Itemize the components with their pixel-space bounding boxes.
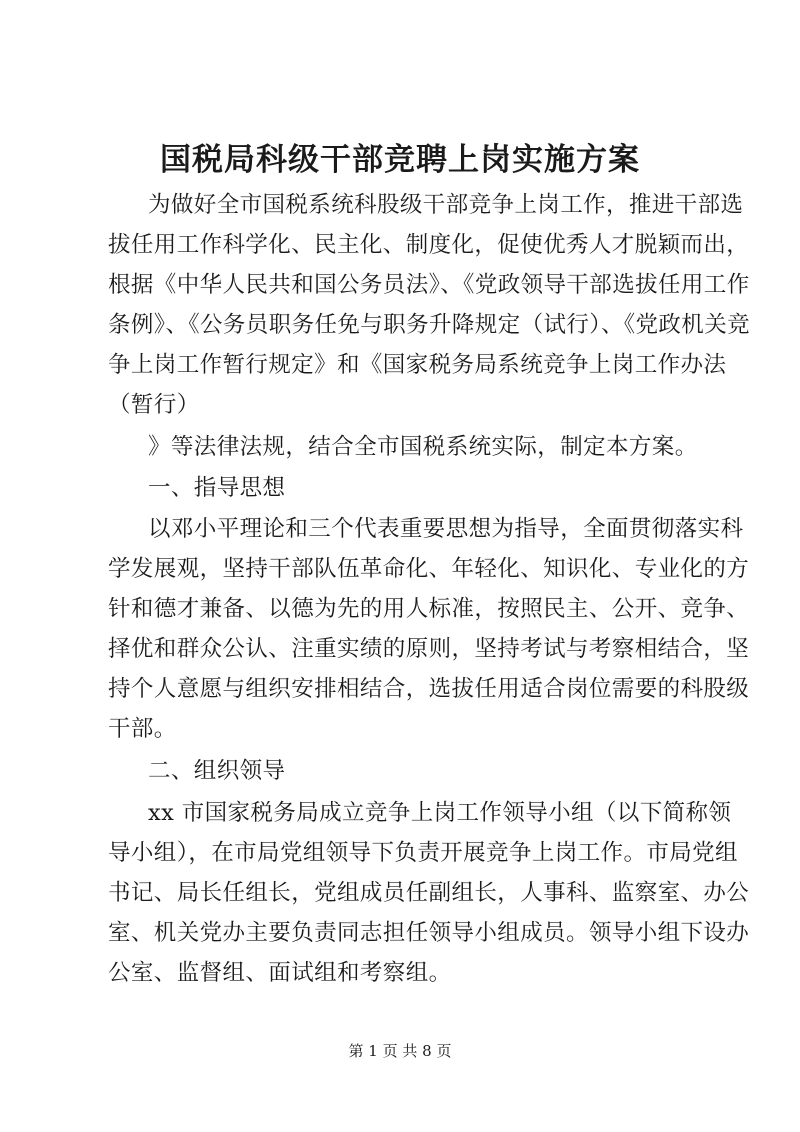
paragraph-line: 为做好全市国税系统科股级干部竞争上岗工作，推进干部选: [148, 192, 744, 218]
paragraph-line: 公室、监督组、面试组和考察组。: [108, 960, 452, 986]
paragraph-line: 室、机关党办主要负责同志担任领导小组成员。领导小组下设办: [108, 920, 750, 946]
paragraph-line: 书记、局长任组长，党组成员任副组长，人事科、监察室、办公: [108, 880, 750, 906]
paragraph-line: 学发展观，坚持干部队伍革命化、年轻化、知识化、专业化的方: [108, 556, 750, 582]
section-heading: 一、指导思想: [148, 475, 286, 501]
paragraph-line: 针和德才兼备、以德为先的用人标准，按照民主、公开、竞争、: [108, 596, 750, 622]
paragraph-line: 持个人意愿与组织安排相结合，选拔任用适合岗位需要的科股级: [108, 676, 750, 702]
paragraph-line: 以邓小平理论和三个代表重要思想为指导，全面贯彻落实科: [148, 516, 744, 542]
page-footer: 第 1 页 共 8 页: [348, 1042, 452, 1060]
paragraph-line: 根据《中华人民共和国公务员法》、《党政领导干部选拔任用工作: [108, 272, 750, 298]
paragraph-line: 拔任用工作科学化、民主化、制度化，促使优秀人才脱颖而出，: [108, 232, 750, 258]
paragraph-line: 条例》、《公务员职务任免与职务升降规定（试行）、《党政机关竞: [108, 312, 751, 338]
paragraph-line: （暂行）: [108, 392, 200, 418]
section-heading: 二、组织领导: [148, 758, 286, 784]
paragraph-line: xx 市国家税务局成立竞争上岗工作领导小组（以下简称领: [148, 800, 732, 826]
paragraph-line: 干部。: [108, 716, 177, 742]
paragraph-line: 导小组），在市局党组领导下负责开展竞争上岗工作。市局党组: [108, 840, 738, 866]
paragraph-line: 争上岗工作暂行规定》和《国家税务局系统竞争上岗工作办法: [108, 352, 727, 378]
paragraph-line: 择优和群众公认、注重实绩的原则，坚持考试与考察相结合，坚: [108, 636, 750, 662]
document-title: 国税局科级干部竞聘上岗实施方案: [160, 142, 640, 178]
paragraph-line: 》等法律法规，结合全市国税系统实际，制定本方案。: [148, 434, 698, 460]
